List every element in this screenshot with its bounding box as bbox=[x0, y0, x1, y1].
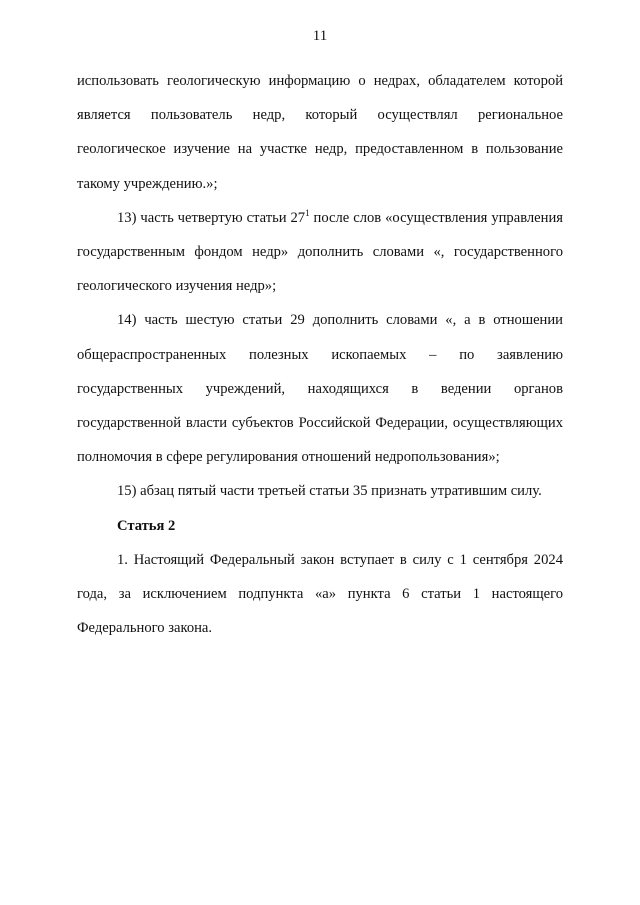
item-13-text-end: после слов «осуществления управления государственным фондом недр» дополнить словами «, государственного геологического изучения недр»; bbox=[77, 209, 563, 295]
article-2-paragraph-1: 1. Настоящий Федеральный закон вступает в силу с 1 сентября 2024 года, за исключением подпункта «а» пункта 6 статьи 1 настоящего Федерального закона. bbox=[77, 551, 563, 637]
page-number: 11 bbox=[312, 28, 328, 44]
paragraph-item-15: 15) абзац пятый части третьей статьи 35 признать утратившим силу. bbox=[117, 483, 542, 500]
article-heading: Статья 2 bbox=[117, 517, 176, 534]
paragraph-continuation: использовать геологическую информацию о недрах, обладателем которой является пользователь недр, который осуществлял региональное геологическое изучение на участке недр, предоставленном в пользование такому учреждению.»; bbox=[77, 73, 563, 192]
item-13-text-start: 13) часть четвертую статьи 27 bbox=[117, 209, 306, 226]
item-13-superscript: 1 bbox=[305, 207, 310, 218]
paragraph-item-14: 14) часть шестую статьи 29 дополнить словами «, а в отношении общераспространенных полезных ископаемых – по заявлению государственных учреждений, находящихся в ведении органов государственной власти субъектов Российской Федерации, осуществляющих полномочия в сфере регулирования отношений недропользования»; bbox=[77, 312, 563, 466]
paragraph-item-13 bbox=[77, 201, 563, 304]
document-body bbox=[77, 64, 563, 645]
